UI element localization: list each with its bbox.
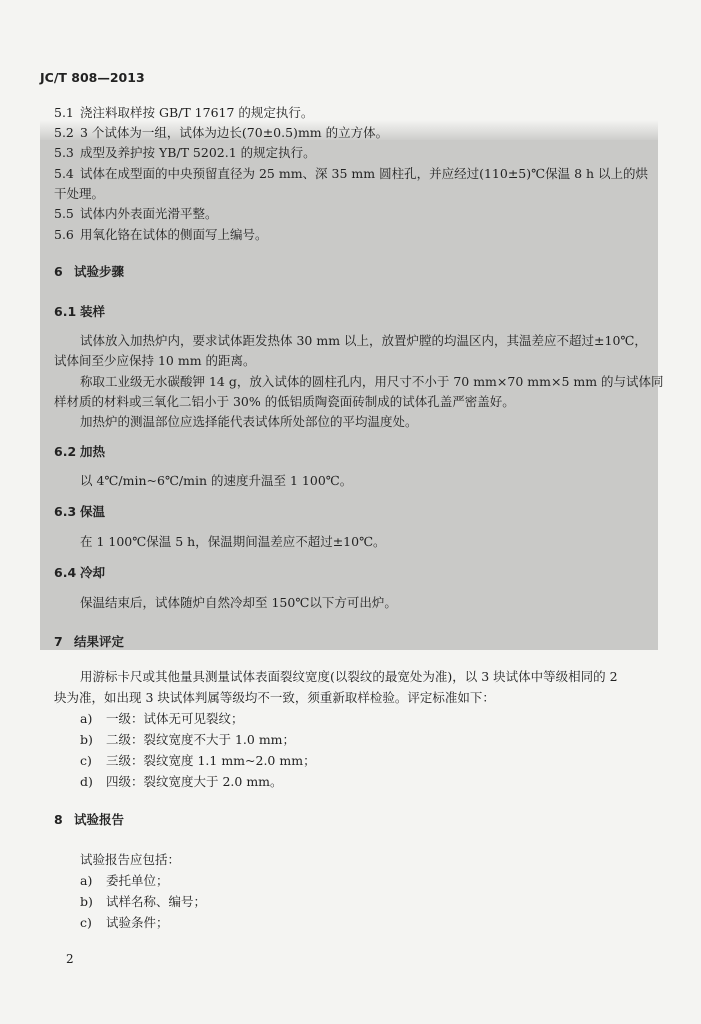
text-line-l-7-d xyxy=(80,774,283,790)
clause-text: 干处理。 xyxy=(54,186,105,201)
text-line-l-7-b xyxy=(80,732,295,748)
clause-number: 5.2 xyxy=(54,125,74,140)
clause-number: a) xyxy=(80,873,93,888)
clause-text: 加热炉的测温部位应选择能代表试体所处部位的平均温度处。 xyxy=(80,414,418,429)
clause-text: 结果评定 xyxy=(74,634,125,649)
clause-text: 用游标卡尺或其他量具测量试体表面裂纹宽度(以裂纹的最宽处为准)，以 3 块试体中等级相同的 2 xyxy=(80,669,618,684)
clause-text: 试验条件； xyxy=(106,915,169,930)
clause-text: 3 个试体为一组，试体为边长(70±0.5)mm 的立方体。 xyxy=(80,125,389,140)
text-line-l-6-1-p1b xyxy=(54,353,256,369)
clause-number: a) xyxy=(80,711,93,726)
text-line-l-7-c xyxy=(80,753,316,769)
clause-text: 浇注料取样按 GB/T 17617 的规定执行。 xyxy=(80,105,314,120)
text-line-l-6-2-p xyxy=(80,473,352,489)
text-line-l-7-pb xyxy=(54,690,495,706)
clause-text: 冷却 xyxy=(80,565,106,580)
text-line-l-6-1-p2a xyxy=(80,374,664,390)
section-heading-l-8 xyxy=(54,812,124,828)
clause-text: 加热 xyxy=(80,444,106,459)
clause-text: 在 1 100℃保温 5 h，保温期间温差应不超过±10℃。 xyxy=(80,534,386,549)
clause-number: 6.4 xyxy=(54,565,77,580)
text-line-l-5-6 xyxy=(54,227,268,243)
clause-text: 称取工业级无水碳酸钾 14 g，放入试体的圆柱孔内，用尺寸不小于 70 mm×70 mm×5 mm 的与试体同 xyxy=(80,374,664,389)
clause-number: 5.1 xyxy=(54,105,74,120)
clause-number: 6.2 xyxy=(54,444,77,459)
text-line-l-6-1-p3 xyxy=(80,414,418,430)
text-line-l-6-4-p xyxy=(80,595,397,611)
text-line-l-7-a xyxy=(80,711,244,727)
clause-number: 5.6 xyxy=(54,227,74,242)
clause-number: 5.5 xyxy=(54,206,74,221)
page-number: 2 xyxy=(66,952,74,966)
clause-number: c) xyxy=(80,915,92,930)
clause-number: 5.3 xyxy=(54,145,74,160)
text-line-l-6-1-p2b xyxy=(54,394,515,410)
clause-number: 7 xyxy=(54,634,63,649)
text-line-l-5-4b xyxy=(54,186,104,202)
text-line-l-5-1 xyxy=(54,105,313,121)
text-line-l-8-c xyxy=(80,915,169,931)
clause-text: 样材质的材料或三氧化二铝小于 30% 的低铝质陶瓷面砖制成的试体孔盖严密盖好。 xyxy=(54,394,515,409)
section-heading-l-6-1 xyxy=(54,304,105,320)
clause-text: 保温 xyxy=(80,504,106,519)
text-line-l-5-3 xyxy=(54,145,316,161)
text-line-l-6-3-p xyxy=(80,534,386,550)
clause-text: 试体放入加热炉内，要求试体距发热体 30 mm 以上，放置炉膛的均温区内，其温差应不超过±10℃， xyxy=(80,333,647,348)
clause-text: 试验报告应包括： xyxy=(80,852,181,867)
text-line-l-7-pa xyxy=(80,669,618,685)
section-heading-l-7 xyxy=(54,634,124,650)
clause-number: 6 xyxy=(54,264,63,279)
document-code-header: JC/T 808—2013 xyxy=(40,70,145,85)
clause-text: 试验步骤 xyxy=(74,264,125,279)
clause-text: 保温结束后，试体随炉自然冷却至 150℃以下方可出炉。 xyxy=(80,595,397,610)
clause-text: 试样名称、编号； xyxy=(106,894,207,909)
text-line-l-5-5 xyxy=(54,206,218,222)
text-line-l-5-2 xyxy=(54,125,388,141)
text-line-l-8-p xyxy=(80,852,180,868)
clause-text: 成型及养护按 YB/T 5202.1 的规定执行。 xyxy=(80,145,316,160)
text-line-l-8-a xyxy=(80,873,169,889)
clause-text: 委托单位； xyxy=(106,873,169,888)
section-heading-l-6 xyxy=(54,264,124,280)
clause-number: b) xyxy=(80,732,93,747)
text-line-l-8-b xyxy=(80,894,206,910)
section-heading-l-6-4 xyxy=(54,565,105,581)
clause-text: 二级：裂纹宽度不大于 1.0 mm； xyxy=(106,732,296,747)
clause-number: 5.4 xyxy=(54,166,74,181)
clause-text: 四级：裂纹宽度大于 2.0 mm。 xyxy=(106,774,283,789)
clause-number: 6.3 xyxy=(54,504,77,519)
clause-number: b) xyxy=(80,894,93,909)
clause-text: 试验报告 xyxy=(74,812,125,827)
clause-text: 块为准，如出现 3 块试体判属等级均不一致，须重新取样检验。评定标准如下： xyxy=(54,690,495,705)
clause-number: 6.1 xyxy=(54,304,77,319)
clause-number: c) xyxy=(80,753,92,768)
clause-text: 三级：裂纹宽度 1.1 mm~2.0 mm； xyxy=(106,753,316,768)
section-heading-l-6-2 xyxy=(54,444,105,460)
section-heading-l-6-3 xyxy=(54,504,105,520)
text-line-l-5-4a xyxy=(54,166,648,182)
clause-number: 8 xyxy=(54,812,63,827)
clause-text: 装样 xyxy=(80,304,106,319)
clause-number: d) xyxy=(80,774,93,789)
clause-text: 一级：试体无可见裂纹； xyxy=(106,711,244,726)
text-line-l-6-1-p1a xyxy=(80,333,647,349)
clause-text: 试体内外表面光滑平整。 xyxy=(80,206,218,221)
clause-text: 用氧化铬在试体的侧面写上编号。 xyxy=(80,227,268,242)
clause-text: 试体在成型面的中央预留直径为 25 mm、深 35 mm 圆柱孔，并应经过(110±5)℃保温 8 h 以上的烘 xyxy=(80,166,649,181)
clause-text: 试体间至少应保持 10 mm 的距离。 xyxy=(54,353,256,368)
clause-text: 以 4℃/min~6℃/min 的速度升温至 1 100℃。 xyxy=(80,473,353,488)
